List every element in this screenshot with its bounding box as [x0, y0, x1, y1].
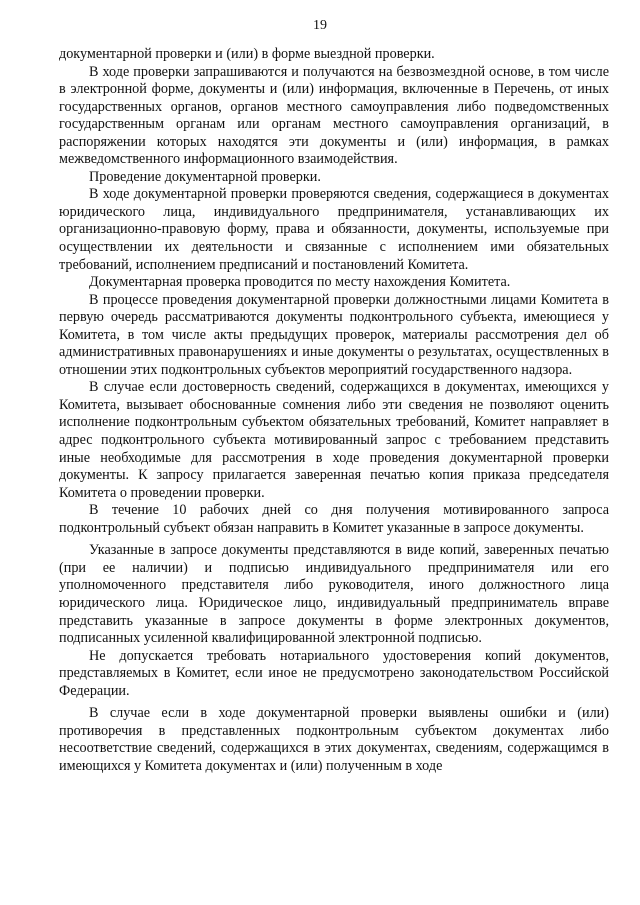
paragraph-checked-information: В ходе документарной проверки проверяются сведения, содержащиеся в документах юридического лица, индивидуального предпринимателя, устанавливающих их организационно-правовую форму, права и обязанности, документы, используемые при осуществлении их деятельности и связанные с исполнением ими обязательных требований, исполнением предписаний и постановлений Комитета. — [59, 186, 609, 273]
paragraph-continuation: документарной проверки и (или) в форме выездной проверки. — [59, 46, 435, 62]
paragraph-check-location: Документарная проверка проводится по месту нахождения Комитета. — [89, 274, 511, 291]
paragraph-notarization: Не допускается требовать нотариального удостоверения копий документов, представляемых в Комитет, если иное не предусмотрено законодательством Российской Федерации. — [59, 647, 609, 699]
paragraph-errors-found: В случае если в ходе документарной проверки выявлены ошибки и (или) противоречия в представленных подконтрольным субъектом документах либо несоответствие сведений, содержащихся в этих документах, сведениям, содержащимся в имеющихся у Комитета документах и (или) полученным в ходе — [59, 705, 609, 774]
paragraph-documentary-check-heading: Проведение документарной проверки. — [89, 168, 321, 185]
paragraph-motivated-request: В случае если достоверность сведений, содержащихся в документах, имеющихся у Комитета, вызывает обоснованные сомнения либо эти сведения не позволяют оценить исполнение подконтрольным субъектом обязательных требований, Комитет направляет в адрес подконтрольного субъекта мотивированный запрос с требованием представить иные необходимые для рассмотрения в ходе проведения документарной проверки документы. К запросу прилагается заверенная печатью копия приказа председателя Комитета о проведении проверки. — [59, 379, 609, 501]
paragraph-response-deadline: В течение 10 рабочих дней со дня получения мотивированного запроса подконтрольный субъект обязан направить в Комитет указанные в запросе документы. — [59, 502, 609, 536]
document-body — [59, 46, 609, 775]
paragraph-interagency-requests: В ходе проверки запрашиваются и получаются на безвозмездной основе, в том числе в электронной форме, документы и (или) информация, включенные в Перечень, от иных государственных органов, органов местного самоуправления либо подведомственных государственным органам или органам местного самоуправления организаций, в распоряжении которых находятся эти документы и (или) информация, в рамках межведомственного информационного взаимодействия. — [59, 63, 609, 168]
page-number: 19 — [313, 18, 327, 33]
paragraph-document-copies: Указанные в запросе документы представляются в виде копий, заверенных печатью (при ее наличии) и подписью индивидуального предпринимателя или его уполномоченного представителя либо руководителя, иного должностного лица юридического лица. Юридическое лицо, индивидуальный предприниматель вправе представить указанные в запросе документы в форме электронных документов, подписанных усиленной квалифицированной электронной подписью. — [59, 542, 609, 647]
paragraph-review-process: В процессе проведения документарной проверки должностными лицами Комитета в первую очередь рассматриваются документы подконтрольного субъекта, имеющиеся у Комитета, в том числе акты предыдущих проверок, материалы рассмотрения дел об административных правонарушениях и иные документы о результатах, осуществленных в отношении этих подконтрольных субъектов мероприятий государственного надзора. — [59, 291, 609, 378]
